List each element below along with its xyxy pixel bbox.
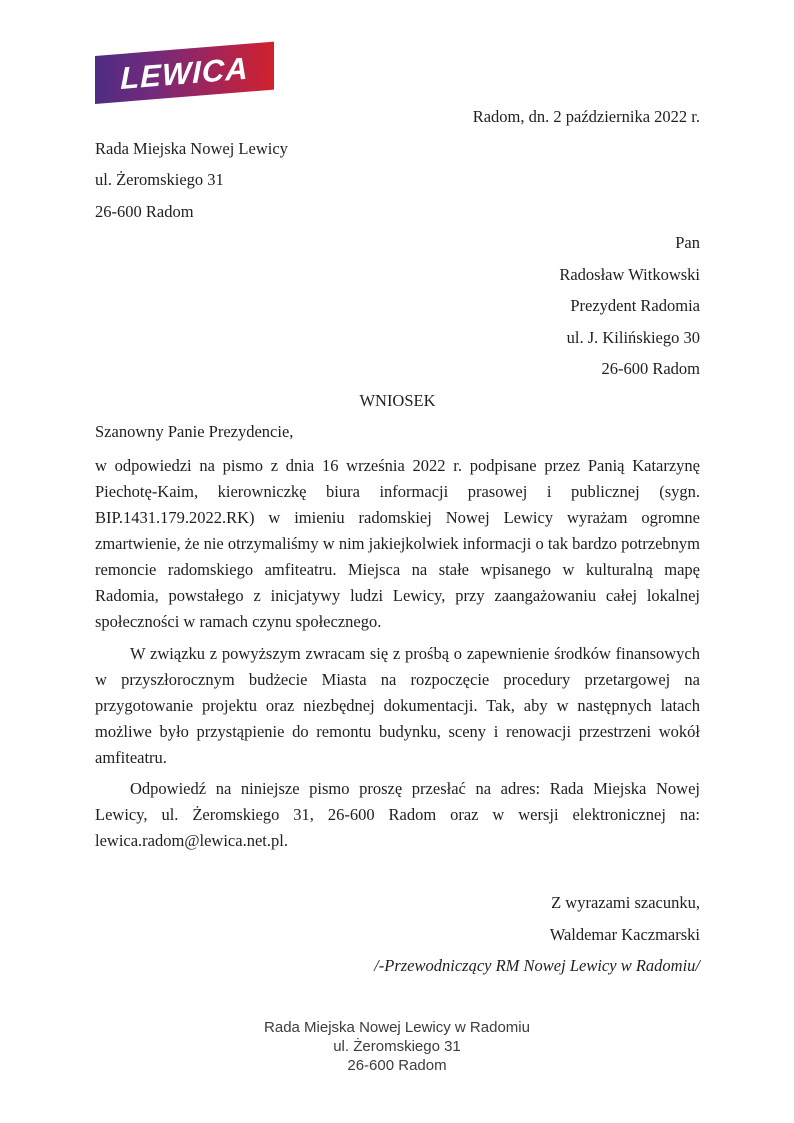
letter-body [95, 453, 700, 854]
lewica-logo-text: LEWICA [120, 50, 249, 96]
signature-block [95, 890, 700, 979]
footer-city: 26-600 Radom [347, 1057, 447, 1074]
recipient-role: Prezydent Radomia [570, 296, 700, 315]
sender-street: ul. Żeromskiego 31 [95, 170, 224, 189]
recipient-name: Radosław Witkowski [559, 264, 700, 284]
paragraph-3: Odpowiedź na niniejsze pismo proszę przesłać na adres: Rada Miejska Nowej Lewicy, ul. Żeromskiego 31, 26-600 Radom oraz w wersji elektronicznej na: lewica.radom@lewica.net.pl. [95, 779, 700, 850]
recipient-block [95, 230, 700, 382]
salutation: Szanowny Panie Prezydencie, [95, 422, 294, 441]
footer-street: ul. Żeromskiego 31 [333, 1038, 461, 1055]
sender-block [95, 136, 700, 225]
sender-name: Rada Miejska Nowej Lewicy [95, 138, 288, 158]
signer-role: /-Przewodniczący RM Nowej Lewicy w Radomiu/ [374, 956, 700, 975]
signer-name: Waldemar Kaczmarski [549, 924, 700, 944]
footer-org: Rada Miejska Nowej Lewicy w Radomiu [264, 1019, 530, 1036]
recipient-street: ul. J. Kilińskiego 30 [566, 327, 700, 347]
sender-city: 26-600 Radom [95, 201, 194, 221]
paragraph-1: w odpowiedzi na pismo z dnia 16 września 2022 r. podpisane przez Panią Katarzynę Piechotę-Kaim, kierowniczkę biura informacji prasowej i publicznej (sygn. BIP.1431.179.2022.RK) w imieniu radomskiej Nowej Lewicy wyrażam ogromne zmartwienie, że nie otrzymaliśmy w nim jakiejkolwiek informacji o tak bardzo potrzebnym remoncie radomskiego amfiteatru. Miejsca na stałe wpisanego w kulturalną mapę Radomia, powstałego z inicjatywy ludzi Lewicy, przy zaangażowaniu całej lokalnej społeczności w ramach czynu społecznego. [95, 456, 700, 631]
paragraph-2: W związku z powyższym zwracam się z prośbą o zapewnienie środków finansowych w przyszłorocznym budżecie Miasta na rozpoczęcie procedury przetargowej na przygotowanie projektu oraz niezbędnej dokumentacji. Tak, aby w następnych latach możliwe było przystąpienie do remontu budynku, sceny i renowacji przestrzeni wokół amfiteatru. [95, 643, 700, 767]
letter-content [95, 0, 700, 985]
recipient-honorific: Pan [675, 233, 700, 252]
closing-line: Z wyrazami szacunku, [551, 893, 700, 912]
footer-block [0, 1018, 794, 1075]
recipient-city: 26-600 Radom [601, 359, 700, 378]
lewica-logo [95, 42, 274, 104]
letter-title: WNIOSEK [359, 390, 436, 410]
date-line: Radom, dn. 2 października 2022 r. [472, 107, 700, 126]
